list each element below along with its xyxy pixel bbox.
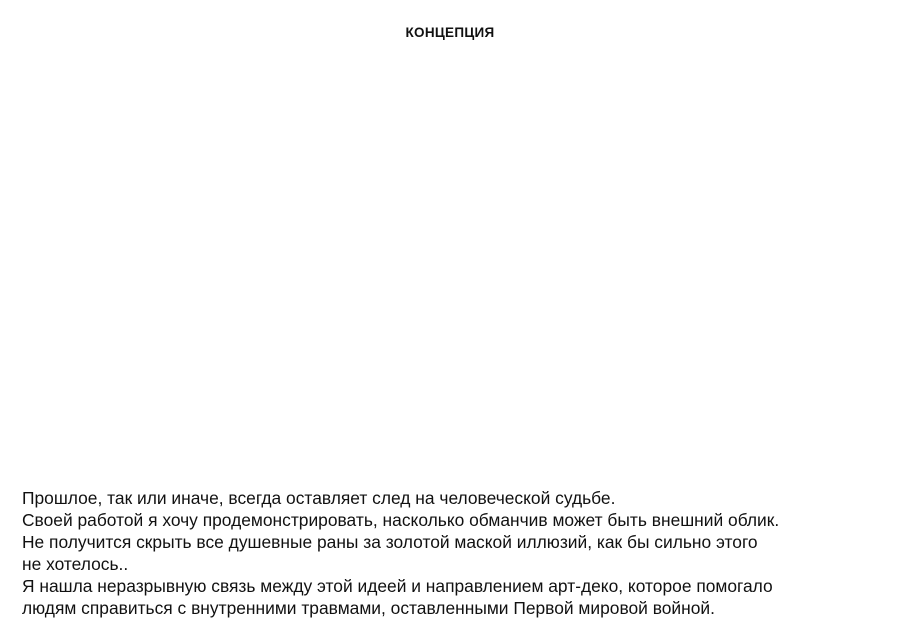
concept-text [22,487,882,619]
text-line: Не получится скрыть все душевные раны за золотой маской иллюзий, как бы сильно этого [22,532,758,552]
page-title: КОНЦЕПЦИЯ [405,25,495,40]
text-line: не хотелось.. [22,554,129,574]
text-line: Я нашла неразрывную связь между этой идеей и направлением арт-деко, которое помогало [22,576,773,596]
text-line: людям справиться с внутренними травмами, оставленными Первой мировой войной. [22,598,715,618]
text-line: Своей работой я хочу продемонстрировать, насколько обманчив может быть внешний облик. [22,510,780,530]
text-line: Прошлое, так или иначе, всегда оставляет след на человеческой судьбе. [22,488,616,508]
